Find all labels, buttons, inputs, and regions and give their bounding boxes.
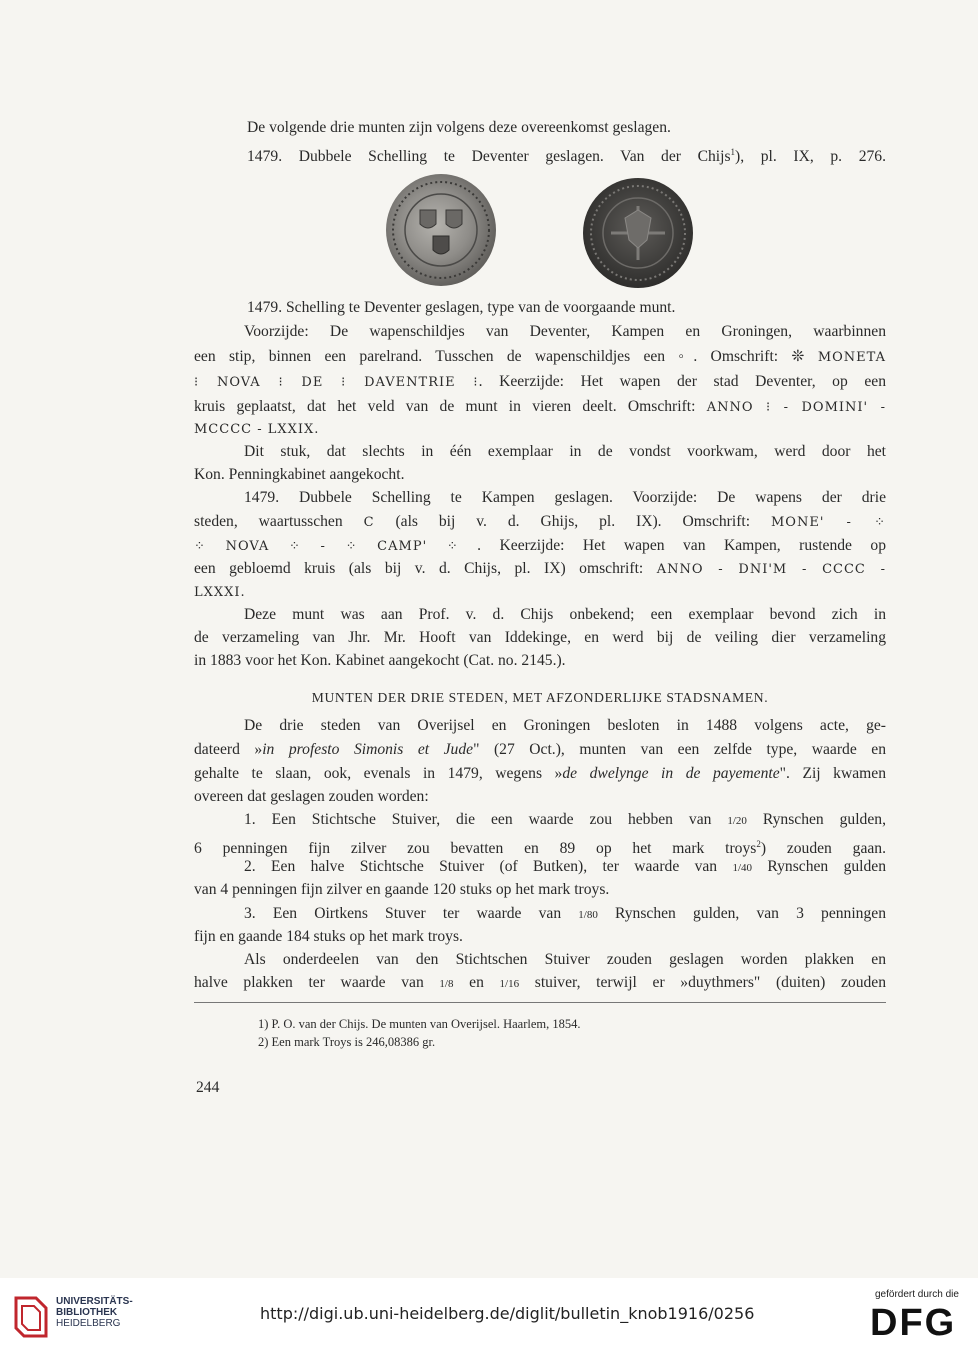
dfg-logo: DFG xyxy=(870,1302,957,1344)
text-line: de verzameling van Jhr. Mr. Hooft van Iddekinge, en werd bij de veiling dier verzameling xyxy=(194,629,886,646)
text-line: 3. Een Oirtkens Stuver ter waarde van 1/80 Rynschen gulden, van 3 penningen xyxy=(244,905,886,922)
library-name: UNIVERSITÄTS- BIBLIOTHEK HEIDELBERG xyxy=(56,1296,133,1329)
text-line: halve plakken ter waarde van 1/8 en 1/16 stuiver, terwijl er »duythmers" (duiten) zouden xyxy=(194,974,887,991)
text-line: een gebloemd kruis (als bij v. d. Chijs, pl. IX) omschrift: ANNO - DNI'M - CCCC - xyxy=(194,560,886,577)
text-line: steden, waartusschen C (als bij v. d. Ghijs, pl. IX). Omschrift: MONE' - ⁘ xyxy=(194,513,886,530)
coin-reverse-image xyxy=(583,178,693,288)
text-line: in 1883 voor het Kon. Kabinet aangekocht (Cat. no. 2145.). xyxy=(194,652,566,669)
footnote: 2) Een mark Troys is 246,08386 gr. xyxy=(258,1035,436,1049)
coin-obverse-design xyxy=(386,174,496,286)
footnote: 1) P. O. van der Chijs. De munten van Overijsel. Haarlem, 1854. xyxy=(258,1017,581,1031)
text-line: fijn en gaande 184 stuks op het mark troys. xyxy=(194,928,463,945)
text-line: De volgende drie munten zijn volgens deze overeenkomst geslagen. xyxy=(247,119,671,136)
text-line: ⁝ NOVA ⁝ DE ⁝ DAVENTRIE ⁝. Keerzijde: Het wapen der stad Deventer, op een xyxy=(194,373,886,390)
section-heading: MUNTEN DER DRIE STEDEN, MET AFZONDERLIJKE STADSNAMEN. xyxy=(311,690,769,705)
text-line: 1. Een Stichtsche Stuiver, die een waarde zou hebben van 1/20 Rynschen gulden, xyxy=(244,811,886,828)
text-line: Als onderdeelen van den Stichtschen Stuiver zouden geslagen worden plakken en xyxy=(244,951,886,968)
text-line: 6 penningen fijn zilver zou bevatten en 89 op het mark troys$^2$) zouden gaan. xyxy=(194,839,887,858)
text-line: Dit stuk, dat slechts in één exemplaar in de vondst voorkwam, werd door het xyxy=(244,443,886,460)
dfg-caption: gefördert durch die xyxy=(875,1289,959,1300)
text-line: kruis geplaatst, dat het veld van de munt in vieren deelt. Omschrift: ANNO ⁝ - DOMINI' - xyxy=(194,398,886,415)
page-number: 244 xyxy=(196,1079,220,1096)
text-line: LXXXI. xyxy=(194,585,246,600)
coin-reverse-design xyxy=(583,178,693,288)
text-line: 2. Een halve Stichtsche Stuiver (of Butken), ter waarde van 1/40 Rynschen gulden xyxy=(244,858,887,875)
text-line: Voorzijde: De wapenschildjes van Deventer, Kampen en Groningen, waarbinnen xyxy=(244,323,886,340)
text-line: De drie steden van Overijsel en Groningen besloten in 1488 volgens acte, ge- xyxy=(244,717,886,734)
text-line: dateerd »in profesto Simonis et Jude" (27 Oct.), munten van een zelfde type, waarde en xyxy=(194,741,886,758)
footnote-ref: 2 xyxy=(756,839,761,849)
library-logo-icon xyxy=(10,1292,52,1340)
text-line: overeen dat geslagen zouden worden: xyxy=(194,788,429,805)
text-line: Kon. Penningkabinet aangekocht. xyxy=(194,466,405,483)
text-line: 1479. Dubbele Schelling te Kampen geslagen. Voorzijde: De wapens der drie xyxy=(244,489,886,506)
footnote-divider xyxy=(194,1002,886,1003)
text-line: gehalte te slaan, ook, evenals in 1479, wegens »de dwelynge in de payemente". Zij kwamen xyxy=(194,765,886,782)
text-line: MCCCC - LXXIX. xyxy=(194,422,320,437)
text-line: 1479. Dubbele Schelling te Deventer geslagen. Van der Chijs$^1$), pl. IX, p. 276. xyxy=(247,147,886,166)
text-line: van 4 penningen fijn zilver en gaande 120 stuks op het mark troys. xyxy=(194,881,610,898)
text-line: Deze munt was aan Prof. v. d. Chijs onbekend; een exemplaar bevond zich in xyxy=(244,606,886,623)
image-caption: 1479. Schelling te Deventer geslagen, type van de voorgaande munt. xyxy=(247,299,676,316)
text-line: ⁘ NOVA ⁘ - ⁘ CAMP' ⁘ . Keerzijde: Het wapen van Kampen, rustende op xyxy=(194,537,887,554)
page-url-link[interactable]: http://digi.ub.uni-heidelberg.de/diglit/bulletin_knob1916/0256 xyxy=(260,1304,755,1323)
text-line: een stip, binnen een parelrand. Tusschen de wapenschildjes een ◦. Omschrift: ❊ MONETA xyxy=(194,348,886,365)
footnote-ref: 1 xyxy=(730,147,736,157)
coin-obverse-image xyxy=(386,174,496,286)
